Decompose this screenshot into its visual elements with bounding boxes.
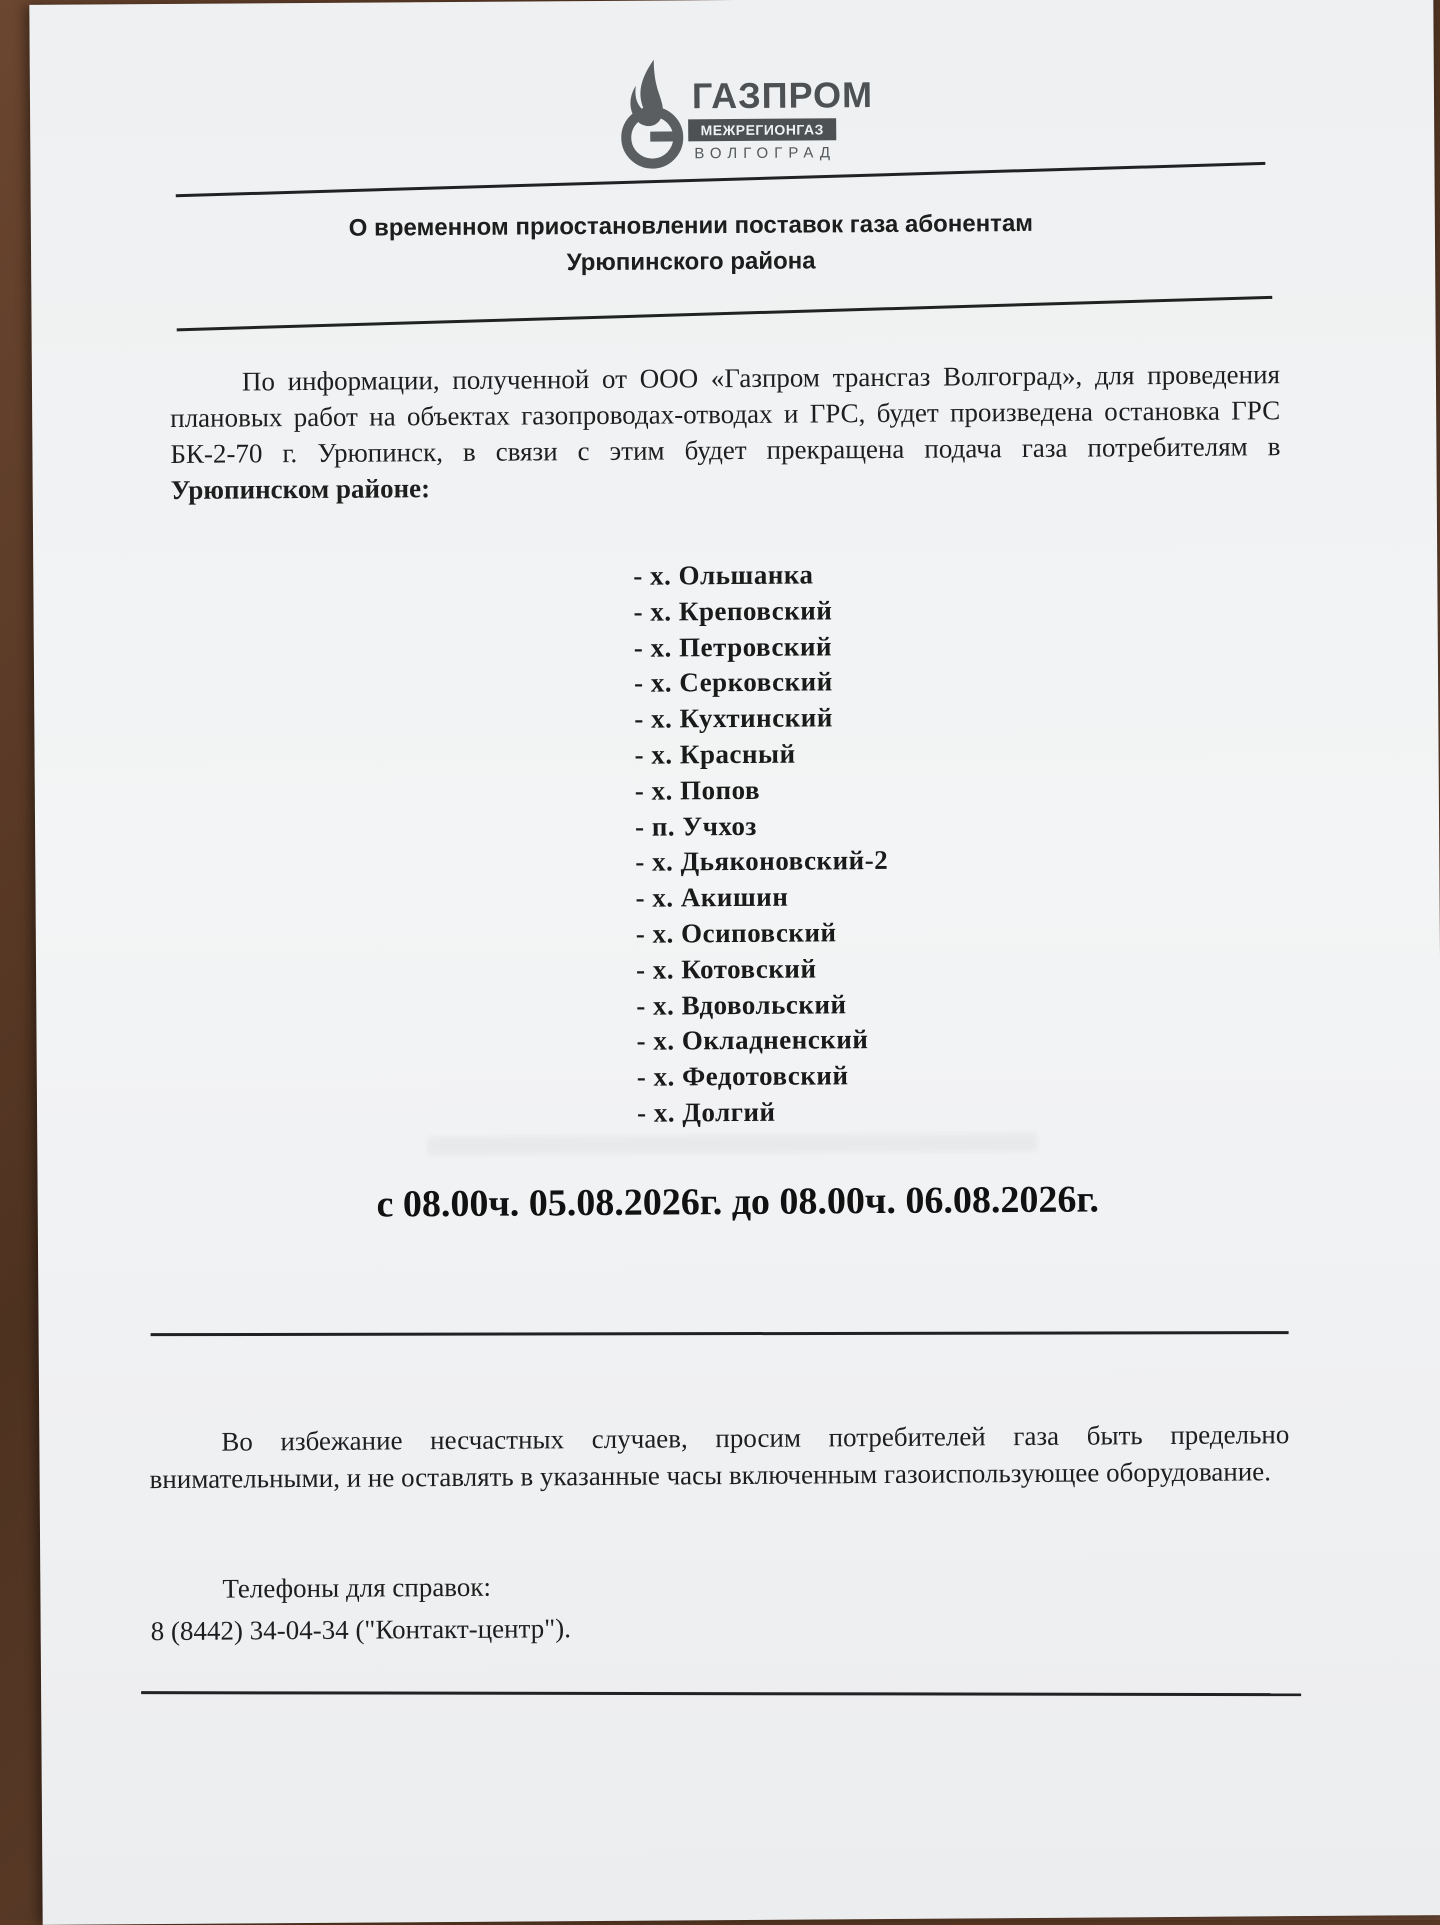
paragraph-indent	[149, 1451, 221, 1452]
list-item: - х. Кухтинский	[634, 702, 833, 734]
list-item: - х. Красный	[634, 738, 796, 770]
safety-warning-paragraph	[149, 1416, 1289, 1498]
list-item: - х. Ольшанка	[633, 559, 814, 591]
logo-subsidiary-band: МЕЖРЕГИОНГАЗ	[688, 118, 836, 141]
list-item: - х. Осиповский	[635, 917, 837, 949]
affected-places-list	[633, 557, 890, 1132]
logo-city: ВОЛГОГРАД	[694, 144, 837, 163]
list-item: - х. Котовский	[635, 953, 817, 985]
list-item: - х. Попов	[634, 774, 761, 806]
phones-label: Телефоны для справок:	[222, 1571, 492, 1604]
header-bottom-rule	[177, 296, 1273, 332]
logo-company-name: ГАЗПРОМ	[691, 74, 874, 117]
list-item: - х. Дьяконовский-2	[635, 845, 889, 878]
list-item: - х. Окладненский	[636, 1024, 869, 1057]
list-item: - х. Вдовольский	[636, 988, 847, 1021]
outage-period: с 08.00ч. 05.08.2026г. до 08.00ч. 06.08.2026г.	[376, 1178, 1100, 1226]
list-item: - х. Серковский	[633, 666, 833, 699]
list-item: - х. Долгий	[636, 1096, 776, 1128]
list-item: - х. Петровский	[633, 630, 833, 663]
notice-sheet	[29, 0, 1440, 1925]
intro-paragraph	[170, 356, 1281, 508]
intro-bold-district: Урюпинском районе:	[170, 473, 431, 505]
gazprom-flame-icon	[610, 55, 691, 171]
list-item: - х. Креповский	[633, 595, 833, 627]
list-item: - х. Федотовский	[636, 1060, 849, 1092]
list-item: - п. Учхоз	[634, 810, 757, 842]
faint-show-through	[427, 1133, 1037, 1155]
notice-title-line2: Урюпинского района	[566, 247, 816, 277]
middle-rule	[151, 1331, 1289, 1336]
intro-text: По информации, полученной от ООО «Газпром трансгаз Волгоград», для проведения плановых работ на объектах газопроводах-отводах и ГРС, будет произведена остановка ГРС БК-2-70 г. Урюпинск, в связи с этим будет прекращена подача газа потребителям в	[170, 359, 1281, 469]
footer-rule	[141, 1691, 1301, 1696]
safety-warning-text: Во избежание несчастных случаев, просим потребителей газа быть предельно внимательными, и не оставлять в указанные часы включенным газоиспользующее оборудование.	[149, 1419, 1290, 1495]
gazprom-logo	[610, 54, 874, 171]
phones-number: 8 (8442) 34-04-34 ("Контакт-центр").	[150, 1613, 572, 1647]
notice-title-line1: О временном приостановлении поставок газа абонентам	[348, 209, 1034, 242]
paragraph-indent	[170, 390, 242, 391]
notice-title	[231, 205, 1151, 283]
list-item: - х. Акишин	[635, 881, 789, 913]
